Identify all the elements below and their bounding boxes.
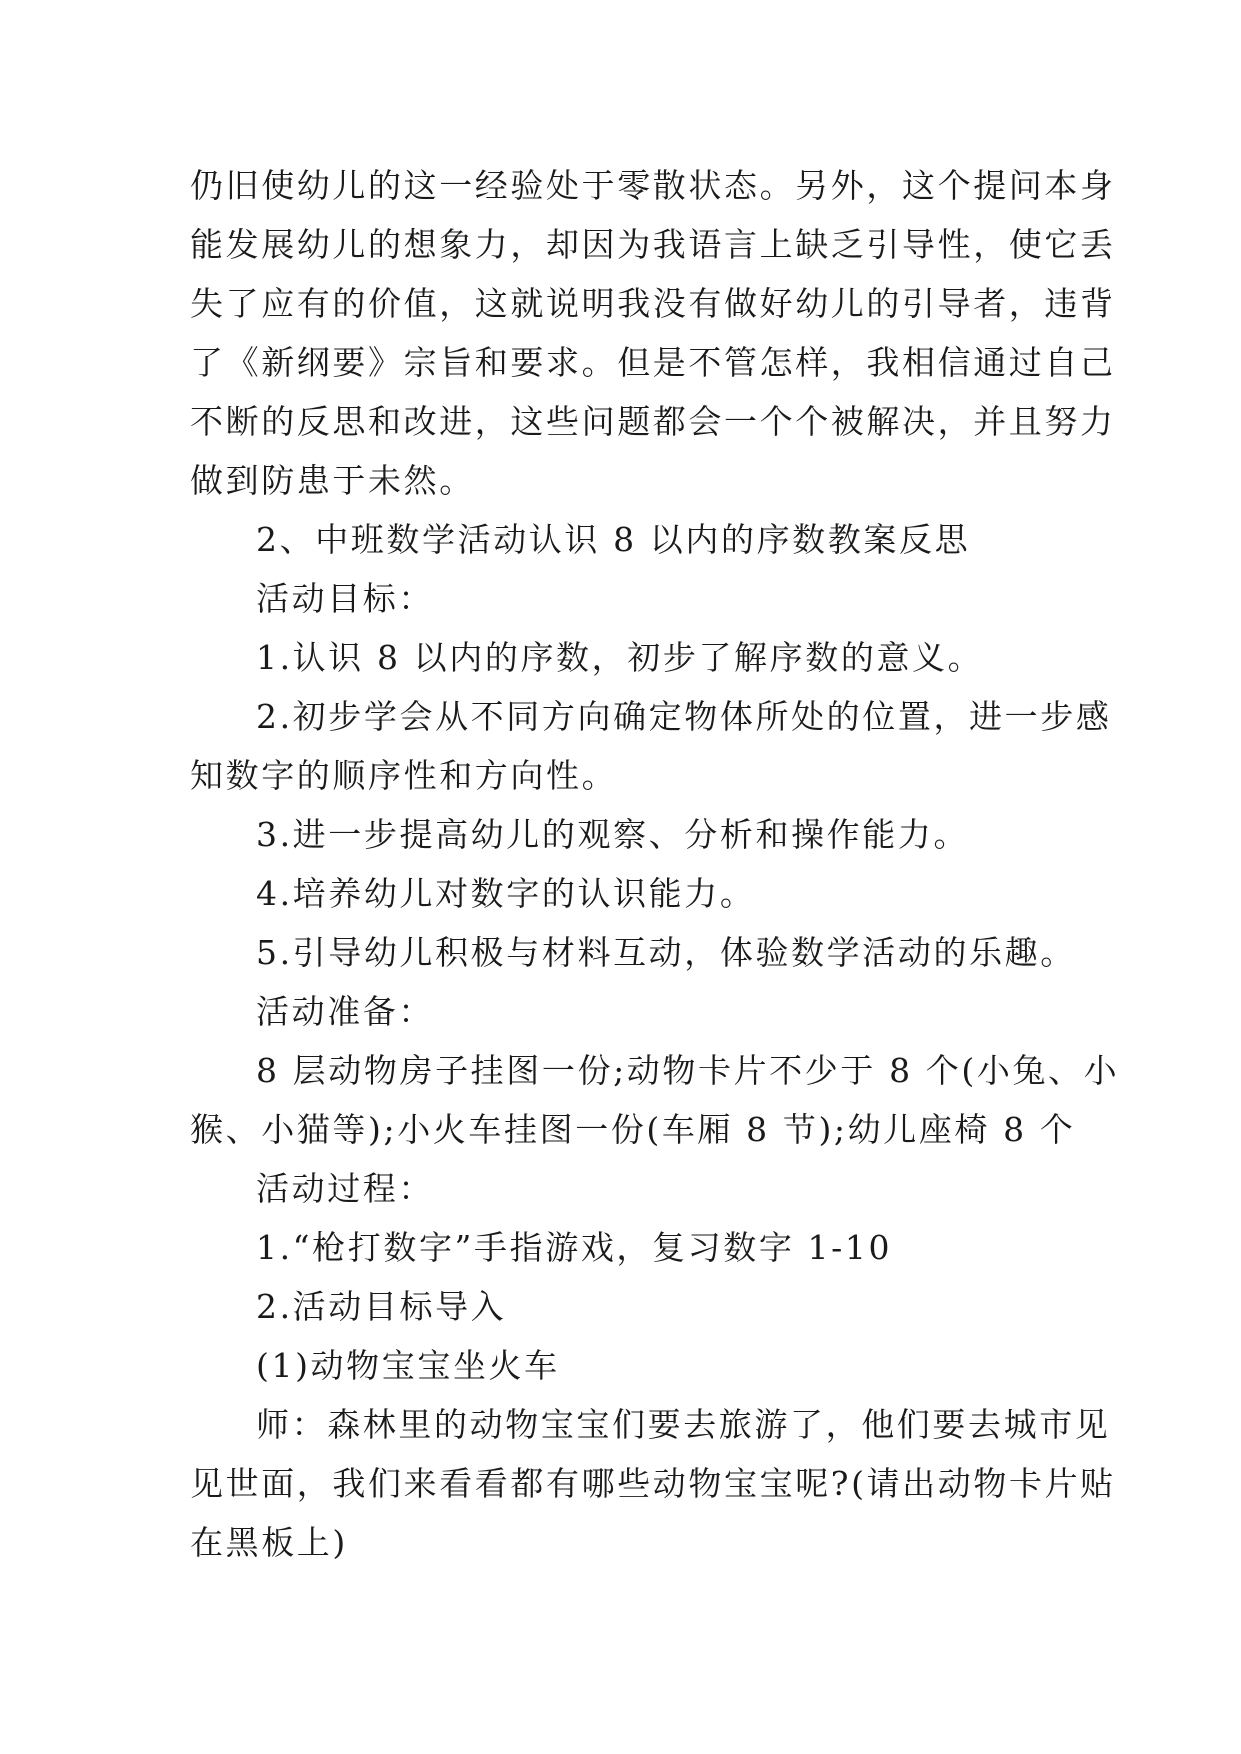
paragraph-line: 了《新纲要》宗旨和要求。但是不管怎样，我相信通过自己 <box>190 343 1116 382</box>
goal-item-2-continued: 知数字的顺序性和方向性。 <box>190 756 618 795</box>
goal-item-5: 5.引导幼儿积极与材料互动，体验数学活动的乐趣。 <box>256 933 1076 972</box>
subheading-activity-process: 活动过程： <box>256 1169 434 1208</box>
preparation-line: 8 层动物房子挂图一份;动物卡片不少于 8 个(小兔、小 <box>256 1051 1120 1090</box>
process-item-2: 2.活动目标导入 <box>256 1287 507 1326</box>
teacher-speech: 师：森林里的动物宝宝们要去旅游了，他们要去城市见 <box>256 1405 1111 1444</box>
preparation-line-continued: 猴、小猫等);小火车挂图一份(车厢 8 节);幼儿座椅 8 个 <box>190 1110 1076 1149</box>
paragraph-line: 能发展幼儿的想象力，却因为我语言上缺乏引导性，使它丢 <box>190 225 1116 264</box>
subheading-activity-goals: 活动目标： <box>256 579 434 618</box>
teacher-speech-continued: 见世面，我们来看看都有哪些动物宝宝呢?(请出动物卡片贴 <box>190 1464 1116 1503</box>
goal-item-4: 4.培养幼儿对数字的认识能力。 <box>256 874 756 913</box>
process-subitem-1: (1)动物宝宝坐火车 <box>256 1346 560 1385</box>
subheading-activity-preparation: 活动准备： <box>256 992 434 1031</box>
document-body <box>190 156 1120 1572</box>
goal-item-2: 2.初步学会从不同方向确定物体所处的位置，进一步感 <box>256 697 1112 736</box>
teacher-speech-continued: 在黑板上) <box>190 1523 348 1562</box>
paragraph-line: 不断的反思和改进，这些问题都会一个个被解决，并且努力 <box>190 402 1116 441</box>
paragraph-line: 仍旧使幼儿的这一经验处于零散状态。另外，这个提问本身 <box>190 166 1116 205</box>
goal-item-1: 1.认识 8 以内的序数，初步了解序数的意义。 <box>256 638 984 677</box>
goal-item-3: 3.进一步提高幼儿的观察、分析和操作能力。 <box>256 815 970 854</box>
paragraph-line: 失了应有的价值，这就说明我没有做好幼儿的引导者，违背 <box>190 284 1116 323</box>
process-item-1: 1.“枪打数字”手指游戏，复习数字 1-10 <box>256 1228 893 1267</box>
section-heading: 2、中班数学活动认识 8 以内的序数教案反思 <box>256 520 971 559</box>
paragraph-line: 做到防患于未然。 <box>190 461 475 500</box>
